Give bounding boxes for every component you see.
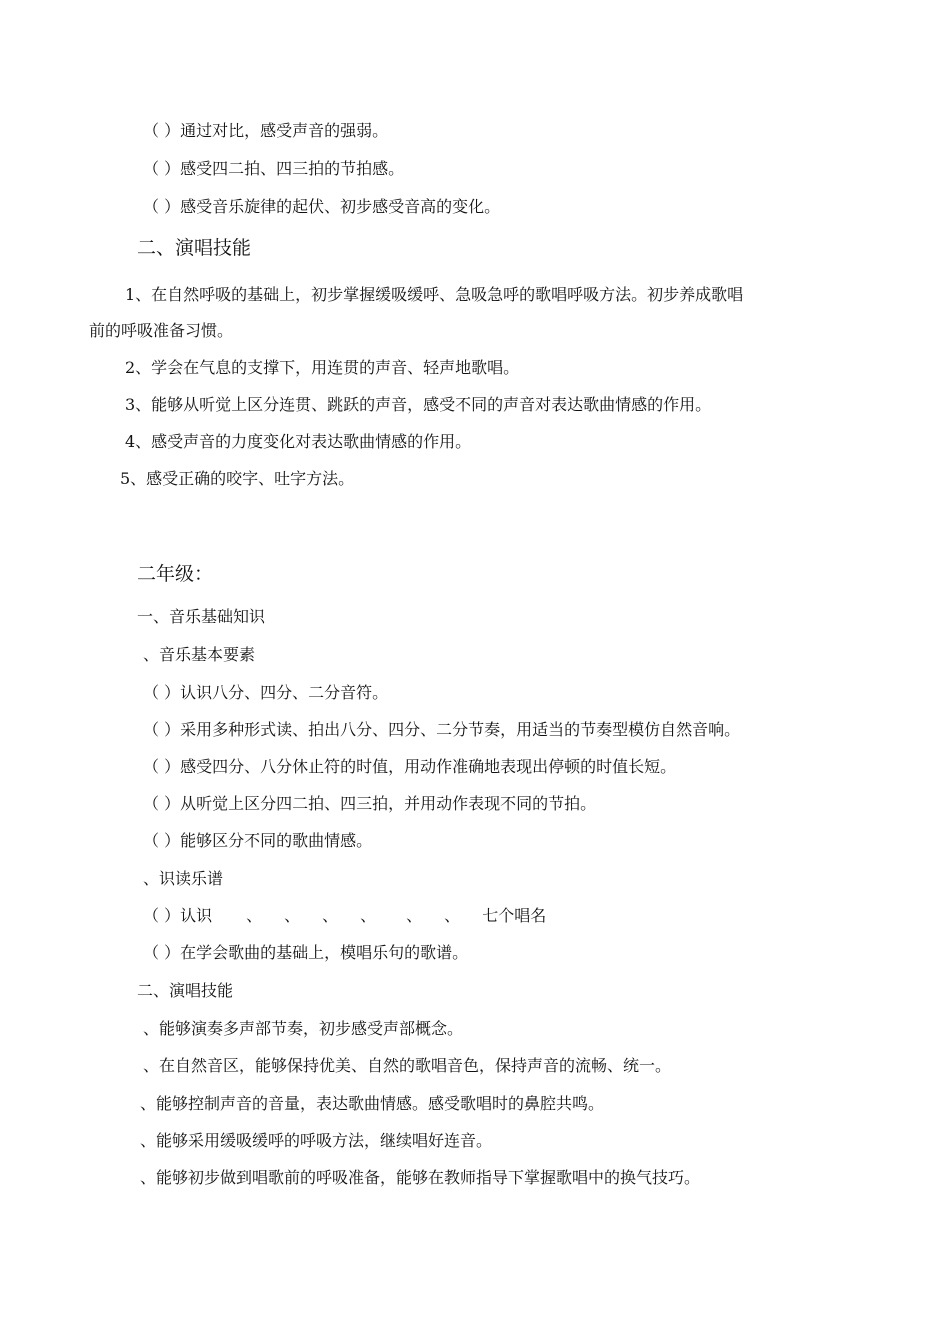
list-item: （ ）能够区分不同的歌曲情感。 [143, 831, 373, 850]
list-item: （ ）采用多种形式读、拍出八分、四分、二分节奏，用适当的节奏型模仿自然音响。 [143, 720, 741, 739]
paragraph-line: 前的呼吸准备习惯。 [89, 321, 234, 340]
list-item: （ ）感受音乐旋律的起伏、初步感受音高的变化。 [143, 197, 501, 216]
notes-suffix: 七个唱名 [482, 906, 547, 925]
list-item [143, 906, 546, 926]
notes-separator: 、 [406, 906, 423, 925]
list-item: （ ）通过对比，感受声音的强弱。 [143, 121, 389, 140]
list-item: （ ）在学会歌曲的基础上，模唱乐句的歌谱。 [143, 943, 469, 962]
section-heading: 二、演唱技能 [137, 981, 234, 1000]
list-item: 、能够演奏多声部节奏，初步感受声部概念。 [143, 1019, 464, 1038]
section-heading: 一、音乐基础知识 [137, 607, 266, 626]
list-item: 5、感受正确的咬字、吐字方法。 [120, 469, 355, 488]
section-heading: 二、演唱技能 [137, 237, 252, 259]
list-item: （ ）感受四二拍、四三拍的节拍感。 [143, 159, 405, 178]
list-item: （ ）感受四分、八分休止符的时值，用动作准确地表现出停顿的时值长短。 [143, 757, 677, 776]
notes-separator: 、 [246, 906, 263, 925]
list-item: 、能够初步做到唱歌前的呼吸准备，能够在教师指导下掌握歌唱中的换气技巧。 [140, 1168, 701, 1187]
list-item: 3、能够从听觉上区分连贯、跳跃的声音，感受不同的声音对表达歌曲情感的作用。 [125, 395, 712, 414]
subsection-heading: 、音乐基本要素 [143, 645, 256, 664]
notes-prefix: （ ）认识 [143, 906, 213, 925]
list-item: 、在自然音区，能够保持优美、自然的歌唱音色，保持声音的流畅、统一。 [143, 1056, 672, 1075]
list-item: 、能够采用缓吸缓呼的呼吸方法，继续唱好连音。 [140, 1131, 493, 1150]
notes-separator: 、 [284, 906, 301, 925]
subsection-heading: 、识读乐谱 [143, 869, 224, 888]
list-item: 、能够控制声音的音量，表达歌曲情感。感受歌唱时的鼻腔共鸣。 [140, 1094, 605, 1113]
grade-title: 二年级： [137, 563, 214, 585]
list-item: （ ）从听觉上区分四二拍、四三拍，并用动作表现不同的节拍。 [143, 794, 597, 813]
notes-separator: 、 [322, 906, 339, 925]
list-item: （ ）认识八分、四分、二分音符。 [143, 683, 389, 702]
list-item: 2、学会在气息的支撑下，用连贯的声音、轻声地歌唱。 [125, 358, 520, 377]
notes-separator: 、 [444, 906, 461, 925]
notes-separator: 、 [360, 906, 377, 925]
list-item: 4、感受声音的力度变化对表达歌曲情感的作用。 [125, 432, 472, 451]
paragraph-line: 1、在自然呼吸的基础上，初步掌握缓吸缓呼、急吸急呼的歌唱呼吸方法。初步养成歌唱 [125, 285, 744, 304]
